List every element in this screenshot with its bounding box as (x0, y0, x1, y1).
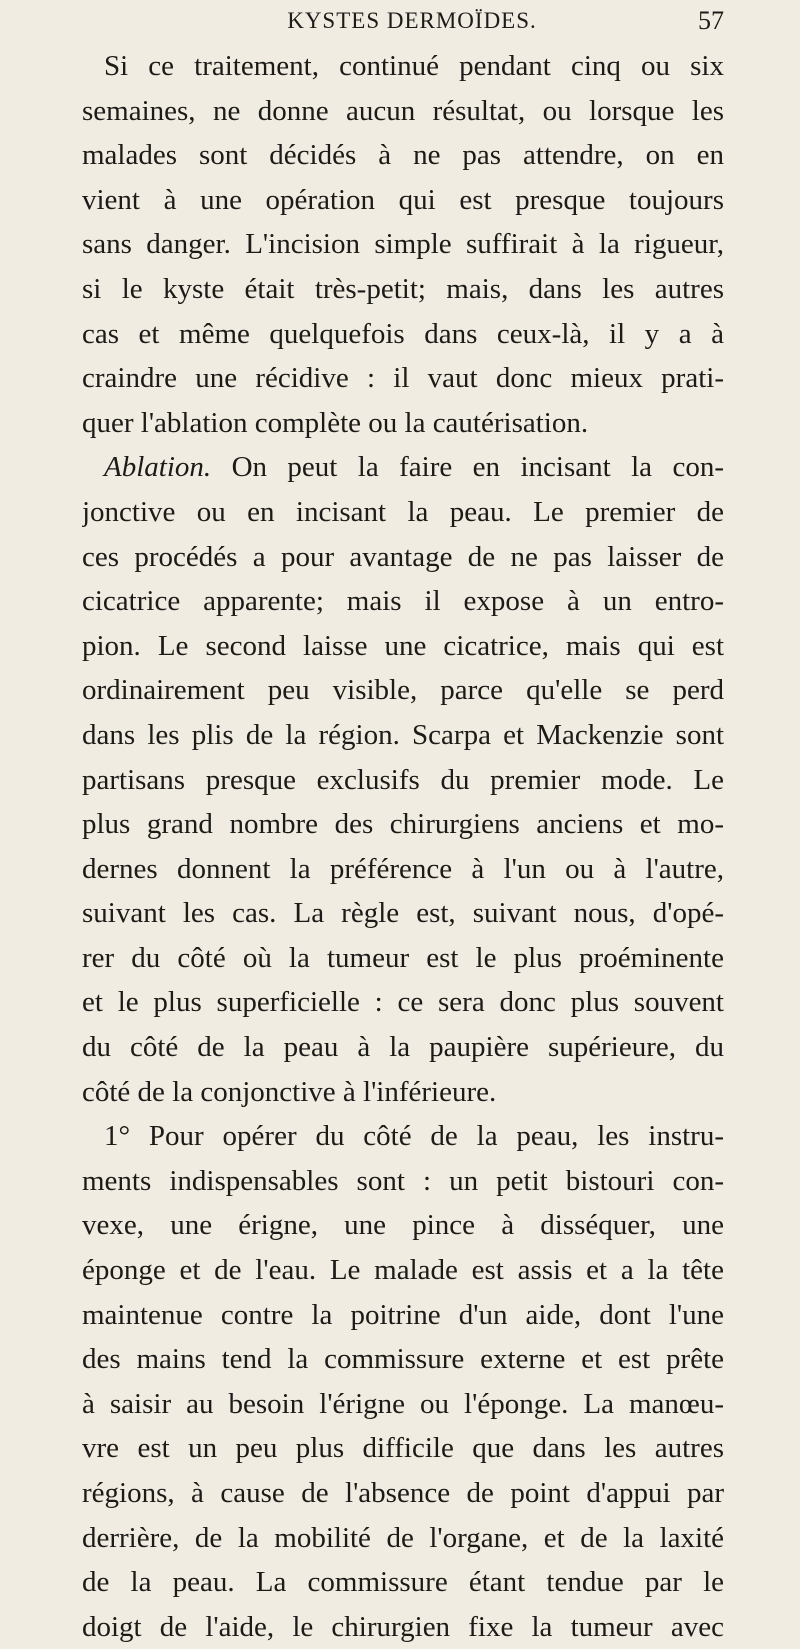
line-text: plus grand nombre des chirurgiens anciens et mo- (82, 808, 724, 841)
text-line (82, 222, 724, 267)
text-line (82, 44, 724, 89)
text-line (82, 401, 724, 446)
text-line (82, 267, 724, 312)
line-text: derrière, de la mobilité de l'organe, et de la laxité (82, 1521, 724, 1554)
text-line (82, 1293, 724, 1338)
line-text: éponge et de l'eau. Le malade est assis et a la tête (82, 1254, 724, 1287)
line-text: quer l'ablation complète ou la cautérisation. (82, 406, 589, 439)
text-line (82, 579, 724, 624)
line-text: partisans presque exclusifs du premier mode. Le (82, 763, 724, 796)
text-line (82, 624, 724, 669)
line-text: et le plus superficielle : ce sera donc plus souvent (82, 986, 724, 1019)
text-line (82, 1070, 724, 1115)
line-text: des mains tend la commissure externe et est prête (82, 1343, 724, 1376)
line-text: à saisir au besoin l'érigne ou l'éponge. La manœu- (82, 1387, 724, 1420)
line-text: 1° Pour opérer du côté de la peau, les instru- (104, 1120, 724, 1153)
text-line (82, 847, 724, 892)
line-text: semaines, ne donne aucun résultat, ou lorsque les (82, 94, 724, 127)
line-text: pion. Le second laisse une cicatrice, mais qui est (82, 629, 724, 662)
line-text: régions, à cause de l'absence de point d'appui par (82, 1477, 724, 1509)
text-line (82, 802, 724, 847)
line-text: du côté de la peau à la paupière supérieure, du (82, 1031, 724, 1064)
text-line (82, 89, 724, 134)
line-text: si le kyste était très-petit; mais, dans les autres (82, 272, 724, 305)
line-text: Si ce traitement, continué pendant cinq ou six (104, 50, 724, 82)
line-text: craindre une récidive : il vaut donc mieux prati- (82, 362, 724, 395)
line-text: doigt de l'aide, le chirurgien fixe la tumeur avec (82, 1610, 724, 1643)
line-text: vexe, une érigne, une pince à disséquer, une (82, 1209, 724, 1242)
text-line (82, 891, 724, 936)
section-heading: Ablation. (104, 451, 212, 484)
line-text: jonctive ou en incisant la peau. Le premier de (82, 495, 724, 528)
text-line (82, 668, 724, 713)
line-text: vient à une opération qui est presque toujours (82, 183, 724, 216)
line-text: ments indispensables sont : un petit bistouri con- (82, 1164, 724, 1197)
text-line (82, 178, 724, 223)
line-text: côté de la conjonctive à l'inférieure. (82, 1075, 497, 1108)
text-line (82, 1471, 724, 1516)
line-text: rer du côté où la tumeur est le plus proéminente (82, 941, 724, 974)
line-text: dans les plis de la région. Scarpa et Mackenzie sont (82, 718, 724, 751)
text-line (82, 356, 724, 401)
text-line (82, 312, 724, 357)
line-text: maintenue contre la poitrine d'un aide, dont l'une (82, 1298, 724, 1331)
line-text: suivant les cas. La règle est, suivant nous, d'opé- (82, 897, 724, 930)
text-line (82, 1382, 724, 1427)
line-text: malades sont décidés à ne pas attendre, on en (82, 139, 724, 172)
text-line (82, 445, 724, 490)
line-text: cas et même quelquefois dans ceux-là, il y a à (82, 317, 724, 350)
line-text: ces procédés a pour avantage de ne pas laisser de (82, 540, 724, 573)
text-line (82, 1248, 724, 1293)
text-line (82, 133, 724, 178)
text-line (82, 713, 724, 758)
line-text: ordinairement peu visible, parce qu'elle se perd (82, 674, 724, 707)
text-line (82, 758, 724, 803)
text-line (82, 1159, 724, 1204)
text-line (82, 1114, 724, 1159)
line-text: On peut la faire en incisant la con- (211, 451, 724, 484)
text-line (82, 1560, 724, 1605)
text-line (82, 980, 724, 1025)
line-text: sans danger. L'incision simple suffirait à la rigueur, (82, 228, 724, 261)
text-line (82, 936, 724, 981)
text-line (82, 490, 724, 535)
text-line (82, 1203, 724, 1248)
body-text (82, 44, 724, 1649)
text-line (82, 1516, 724, 1561)
text-line (82, 1426, 724, 1471)
text-line (82, 1605, 724, 1649)
running-title: KYSTES DERMOÏDES. (287, 8, 537, 33)
line-text: dernes donnent la préférence à l'un ou à l'autre, (82, 852, 724, 885)
text-line (82, 1337, 724, 1382)
line-text: cicatrice apparente; mais il expose à un entro- (82, 585, 724, 618)
text-line (82, 535, 724, 580)
page-header (100, 4, 724, 38)
line-text: vre est un peu plus difficile que dans les autres (82, 1432, 724, 1465)
line-text: de la peau. La commissure étant tendue par le (82, 1566, 724, 1599)
page-number: 57 (698, 6, 724, 35)
text-line (82, 1025, 724, 1070)
